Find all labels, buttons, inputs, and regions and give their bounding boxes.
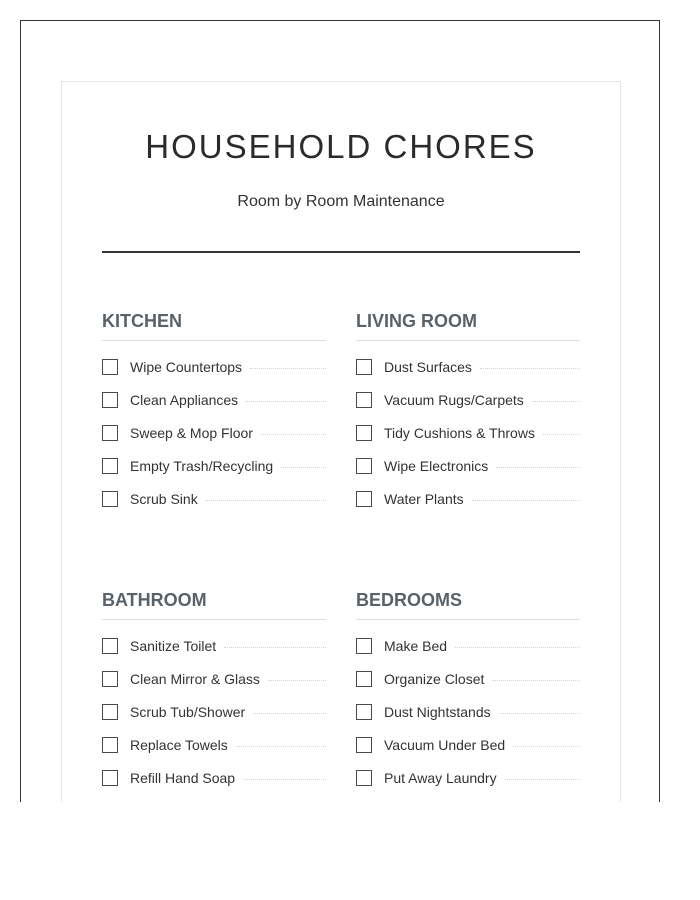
task-label: Replace Towels	[130, 737, 228, 753]
section-living-room	[356, 311, 580, 522]
task-checkbox[interactable]	[356, 491, 372, 507]
task-item	[102, 702, 326, 722]
task-checkbox[interactable]	[102, 638, 118, 654]
task-item	[356, 636, 580, 656]
task-checkbox[interactable]	[356, 737, 372, 753]
dotted-leader	[472, 500, 580, 501]
section-bedrooms	[356, 590, 580, 801]
task-item	[102, 735, 326, 755]
task-checkbox[interactable]	[356, 704, 372, 720]
task-label: Empty Trash/Recycling	[130, 458, 274, 474]
task-checkbox[interactable]	[102, 671, 118, 687]
task-item	[102, 390, 326, 410]
section-title: KITCHEN	[102, 311, 326, 341]
page-subtitle: Room by Room Maintenance	[237, 193, 445, 210]
task-checkbox[interactable]	[102, 359, 118, 375]
dotted-leader	[496, 467, 580, 468]
dotted-leader	[224, 647, 326, 648]
task-item	[102, 456, 326, 476]
task-item	[356, 489, 580, 509]
chore-sheet	[61, 81, 621, 802]
dotted-leader	[253, 713, 326, 714]
dotted-leader	[261, 434, 326, 435]
task-label: Vacuum Under Bed	[384, 737, 506, 753]
task-item	[356, 390, 580, 410]
title-divider	[102, 251, 580, 253]
dotted-leader	[243, 779, 326, 780]
task-checkbox[interactable]	[356, 638, 372, 654]
dotted-leader	[246, 401, 326, 402]
task-item	[356, 768, 580, 788]
task-label: Tidy Cushions & Throws	[384, 425, 535, 441]
task-checkbox[interactable]	[102, 737, 118, 753]
dotted-leader	[250, 368, 326, 369]
section-kitchen	[102, 311, 326, 522]
task-checkbox[interactable]	[102, 770, 118, 786]
dotted-leader	[532, 401, 580, 402]
task-item	[356, 456, 580, 476]
task-checkbox[interactable]	[356, 359, 372, 375]
section-title: LIVING ROOM	[356, 311, 580, 341]
task-item	[102, 489, 326, 509]
dotted-leader	[206, 500, 326, 501]
task-label: Wipe Electronics	[384, 458, 489, 474]
dotted-leader	[505, 779, 580, 780]
task-checkbox[interactable]	[102, 704, 118, 720]
task-item	[102, 636, 326, 656]
task-label: Clean Mirror & Glass	[130, 671, 260, 687]
task-label: Make Bed	[384, 638, 448, 654]
task-label: Sanitize Toilet	[130, 638, 217, 654]
task-label: Put Away Laundry	[384, 770, 497, 786]
task-checkbox[interactable]	[102, 458, 118, 474]
task-checkbox[interactable]	[356, 458, 372, 474]
dotted-leader	[455, 647, 580, 648]
section-title: BATHROOM	[102, 590, 326, 620]
task-label: Organize Closet	[384, 671, 485, 687]
task-label: Dust Surfaces	[384, 359, 472, 375]
task-label: Vacuum Rugs/Carpets	[384, 392, 524, 408]
task-checkbox[interactable]	[102, 491, 118, 507]
task-item	[102, 357, 326, 377]
task-checkbox[interactable]	[356, 392, 372, 408]
dotted-leader	[480, 368, 580, 369]
task-label: Refill Hand Soap	[130, 770, 236, 786]
dotted-leader	[543, 434, 580, 435]
dotted-leader	[236, 746, 326, 747]
task-checkbox[interactable]	[102, 425, 118, 441]
task-label: Sweep & Mop Floor	[130, 425, 253, 441]
dotted-leader	[268, 680, 326, 681]
dotted-leader	[499, 713, 580, 714]
dotted-leader	[513, 746, 580, 747]
task-label: Scrub Tub/Shower	[130, 704, 246, 720]
section-bathroom	[102, 590, 326, 801]
task-item	[356, 423, 580, 443]
task-item	[356, 357, 580, 377]
task-label: Scrub Sink	[130, 491, 198, 507]
task-checkbox[interactable]	[356, 425, 372, 441]
task-item	[102, 669, 326, 689]
page-title: HOUSEHOLD CHORES	[145, 128, 537, 165]
task-label: Clean Appliances	[130, 392, 239, 408]
task-item	[356, 735, 580, 755]
task-item	[102, 423, 326, 443]
task-label: Water Plants	[384, 491, 464, 507]
section-title: BEDROOMS	[356, 590, 580, 620]
task-item	[356, 702, 580, 722]
task-label: Dust Nightstands	[384, 704, 491, 720]
dotted-leader	[281, 467, 326, 468]
task-checkbox[interactable]	[356, 770, 372, 786]
dotted-leader	[492, 680, 580, 681]
task-checkbox[interactable]	[356, 671, 372, 687]
task-item	[102, 768, 326, 788]
task-checkbox[interactable]	[102, 392, 118, 408]
page-frame	[20, 20, 660, 802]
task-label: Wipe Countertops	[130, 359, 243, 375]
task-item	[356, 669, 580, 689]
